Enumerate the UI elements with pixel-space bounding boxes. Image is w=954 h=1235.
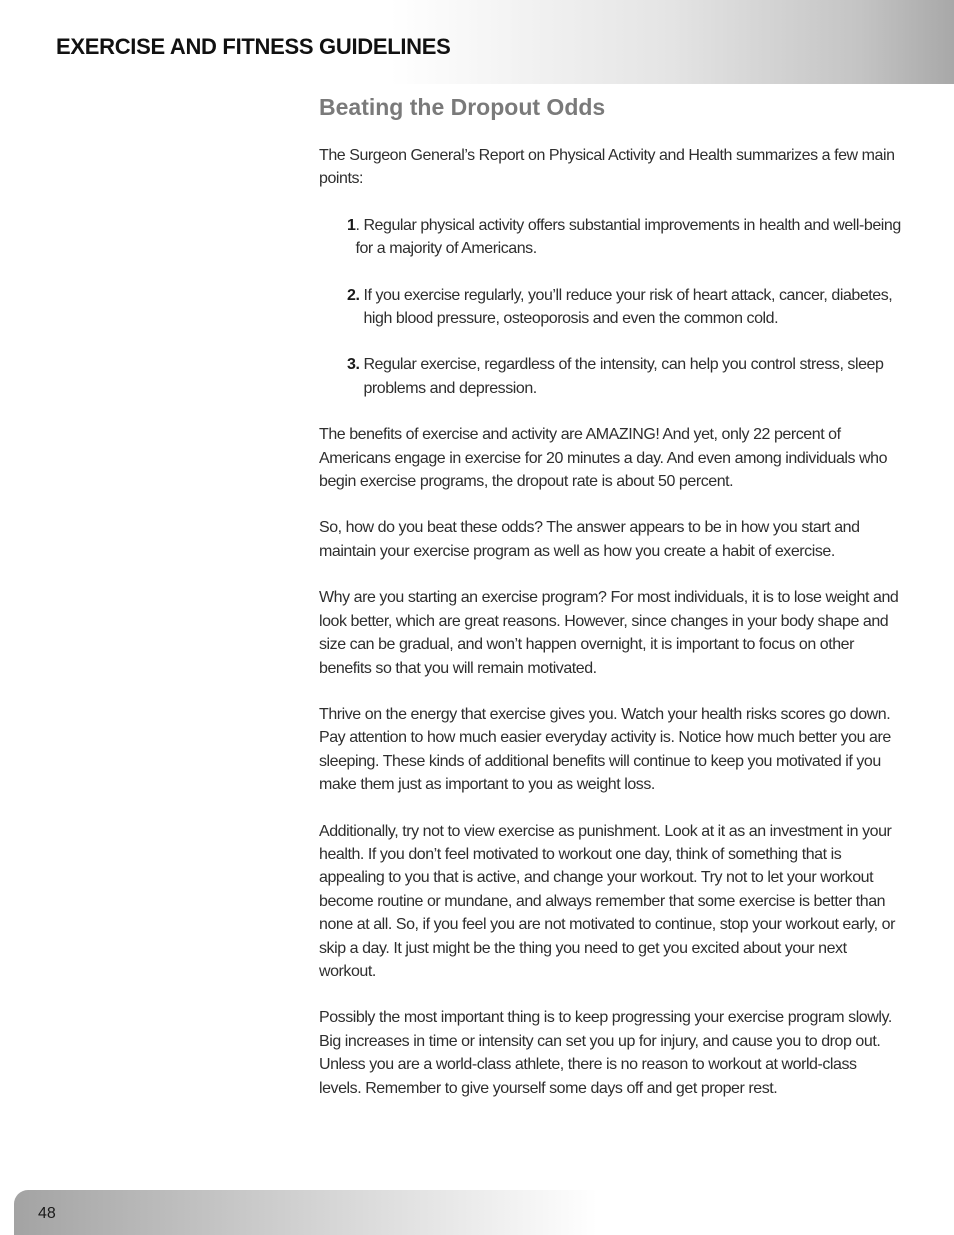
list-item xyxy=(347,284,901,331)
body-paragraph: Additionally, try not to view exercise as punishment. Look at it as an investment in your health. If you don’t feel motivated to workout one day, think of something that is appealing to you that is active, and change your workout. Try not to let your workout become routine or mundane, and always remember that some exercise is better than none at all. So, if you feel you are not motivated to continue, stop your workout early, or skip a day. It just might be the thing you need to get you excited about your next workout. xyxy=(319,822,895,980)
list-item xyxy=(347,214,901,261)
body-paragraph: The benefits of exercise and activity are AMAZING! And yet, only 22 percent of Americans engage in exercise for 20 minutes a day. And even among individuals who begin exercise programs, the dropout rate is about 50 percent. xyxy=(319,426,888,491)
point-text: Regular exercise, regardless of the intensity, can help you control stress, sleep problems and depression. xyxy=(363,356,884,397)
point-number: 3. xyxy=(347,356,360,374)
point-text: If you exercise regularly, you’ll reduce your risk of heart attack, cancer, diabetes, high blood pressure, osteoporosis and even the common cold. xyxy=(363,286,893,328)
body-paragraph: So, how do you beat these odds? The answer appears to be in how you start and maintain your exercise program as well as how you create a habit of exercise. xyxy=(319,519,860,560)
intro-paragraph: The Surgeon General’s Report on Physical Activity and Health summarizes a few main points: xyxy=(319,147,895,188)
list-item xyxy=(347,353,901,400)
body-paragraph: Why are you starting an exercise program? For most individuals, it is to lose weight and look better, which are great reasons. However, since changes in your body shape and size can be gradual, and won’t happen overnight, it is important to focus on other benefits so that you will remain motivated. xyxy=(319,589,899,677)
key-points-list xyxy=(319,214,901,400)
page-number: 48 xyxy=(38,1205,56,1222)
body-paragraph: Possibly the most important thing is to keep progressing your exercise program slowly. Big increases in time or intensity can set you up for injury, and cause you to drop out. Unless you are a world-class athlete, there is no reason to workout at world-class levels. Remember to give yourself some days off and get proper rest. xyxy=(319,1009,892,1097)
section-title: Beating the Dropout Odds xyxy=(319,94,606,120)
point-text: . Regular physical activity offers substantial improvements in health and well-being for a majority of Americans. xyxy=(355,216,901,258)
point-number: 2. xyxy=(347,286,360,304)
point-number: 1 xyxy=(347,216,356,234)
main-content xyxy=(319,92,901,1123)
page-header-title: EXERCISE AND FITNESS GUIDELINES xyxy=(56,34,451,59)
footer-band xyxy=(14,1190,954,1235)
body-paragraph: Thrive on the energy that exercise gives you. Watch your health risks scores go down. Pay attention to how much easier everyday activity is. Notice how much better you are sleeping. These kinds of additional benefits will continue to keep you motivated if you make them just as important to you as weight loss. xyxy=(319,705,891,794)
